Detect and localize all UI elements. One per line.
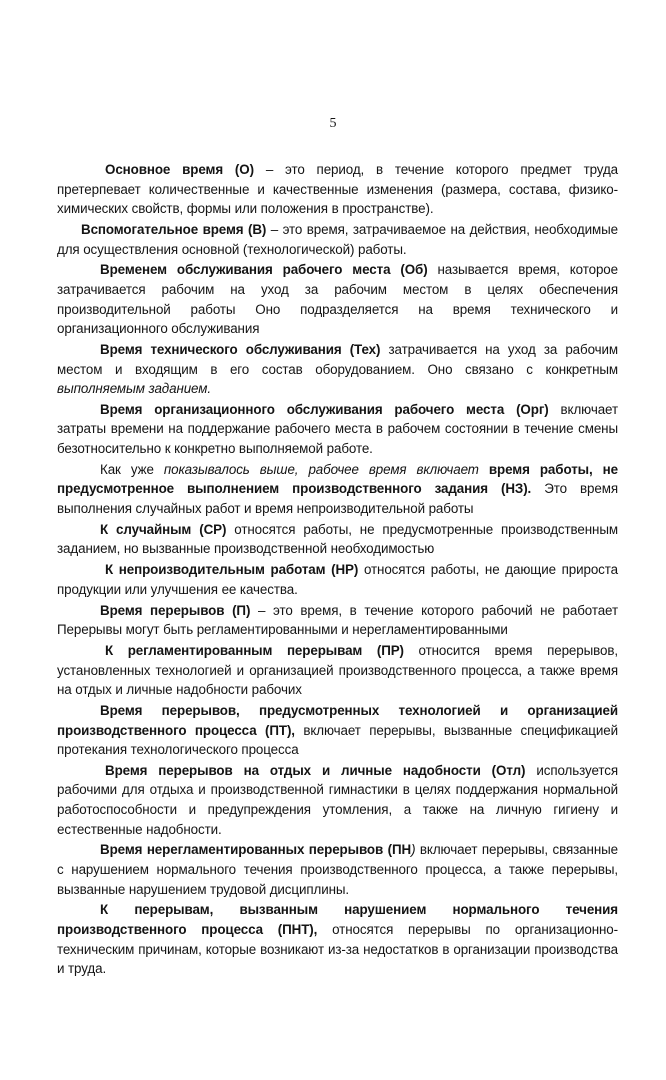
paragraph-unplanned-work xyxy=(57,460,618,519)
term-unproductive-work: К непроизводительным работам (НР) xyxy=(105,562,359,578)
definition-random-work: относятся работы, не предусмотренные производственным заданием, но вызванные производственной необходимостью xyxy=(57,521,618,557)
definition-technical-service-italic: выполняемым заданием. xyxy=(57,381,211,397)
paragraph-rest-breaks xyxy=(57,761,618,839)
definition-technical-service: затрачивается на уход за рабочим местом и входящим в его состав оборудованием. Оно связано с конкретным xyxy=(57,341,618,377)
paragraph-regulated-breaks xyxy=(57,641,618,700)
paragraph-auxiliary-time xyxy=(57,220,618,259)
paragraph-organizational-service xyxy=(57,400,618,459)
definition-process-disruption-breaks: относятся перерывы по организационно-техническим причинам, которые возникают из-за недостатков в организации производства и труда. xyxy=(57,922,619,977)
term-workplace-service: Временем обслуживания рабочего места (Об) xyxy=(100,262,428,278)
term-break-time: Время перерывов (П) xyxy=(100,602,251,618)
definition-rest-breaks: используется рабочими для отдыха и производственной гимнастики в целях поддержания нормальной работоспособности и предупреждения утомления, а также на личную гигиену и естественные надобности. xyxy=(57,762,618,837)
term-process-disruption-breaks: К перерывам, вызванным нарушением нормального течения производственного процесса (ПНТ), xyxy=(57,902,618,937)
term-organizational-service: Время организационного обслуживания рабочего места (Орг) xyxy=(100,401,549,417)
paragraph-technology-breaks xyxy=(57,701,618,760)
paragraph-random-work xyxy=(57,520,618,559)
term-unplanned-work: время работы, не предусмотренное выполнением производственного задания (НЗ). xyxy=(57,461,618,497)
term-main-time: Основное время (О) xyxy=(105,162,254,177)
definition-main-time: – это период, в течение которого предмет труда претерпевает количественные и качественные изменения (размера, состава, физико-химических свойств, формы или положения в пространстве). xyxy=(57,162,619,217)
definition-unregulated-breaks: включает перерывы, связанные с нарушением нормального течения производственного процесса, а также перерывы, вызванные нарушением трудовой дисциплины. xyxy=(57,842,618,897)
definition-regulated-breaks: относится время перерывов, установленных технологией и организацией производственного процесса, а также время на отдых и личные надобности рабочих xyxy=(57,642,618,698)
term-auxiliary-time: Вспомогательное время (В) xyxy=(81,221,267,237)
page-number: 5 xyxy=(329,116,337,131)
term-rest-breaks: Время перерывов на отдых и личные надобности (Отл) xyxy=(105,762,526,778)
paragraph-unproductive-work xyxy=(57,560,618,599)
definition-auxiliary-time: – это время, затрачиваемое на действия, необходимые для осуществления основной (технологической) работы. xyxy=(57,221,619,257)
term-regulated-breaks: К регламентированным перерывам (ПР) xyxy=(105,642,404,658)
definition-organizational-service: включает затраты времени на поддержание рабочего места в рабочем состоянии в течение смены безотносительно к конкретно выполняемой работе. xyxy=(57,401,618,457)
term-technology-breaks: Время перерывов, предусмотренных технологией и организацией производственного процесса (ПТ), xyxy=(57,702,618,738)
paragraph-main-time xyxy=(57,160,618,219)
intro-unplanned-work-italic: показывалось выше, рабочее время включает xyxy=(163,461,489,477)
document-body xyxy=(57,160,618,980)
term-unregulated-breaks-italic: ) xyxy=(411,842,416,858)
term-random-work: К случайным (СР) xyxy=(100,521,227,537)
definition-workplace-service: называется время, которое затрачивается рабочим на уход за рабочим местом в целях обеспечения производительной работы Оно подразделяется на время технического и организационного обслуживания xyxy=(57,262,618,337)
paragraph-process-disruption-breaks xyxy=(57,900,618,978)
intro-unplanned-work: Как уже xyxy=(100,461,164,477)
definition-unproductive-work: относятся работы, не дающие прироста продукции или улучшения ее качества. xyxy=(57,562,619,597)
definition-break-time: – это время, в течение которого рабочий не работает Перерывы могут быть регламентированными и нерегламентированными xyxy=(57,602,618,638)
paragraph-break-time xyxy=(57,601,618,640)
definition-technology-breaks: включает перерывы, вызванные спецификацией протекания технологического процесса xyxy=(57,722,618,758)
term-unregulated-breaks: Время нерегламентированных перерывов (ПН xyxy=(100,842,412,858)
paragraph-technical-service xyxy=(57,340,618,399)
paragraph-unregulated-breaks xyxy=(57,840,618,899)
paragraph-workplace-service xyxy=(57,260,618,338)
term-technical-service: Время технического обслуживания (Тех) xyxy=(100,341,381,357)
definition-unplanned-work: Это время выполнения случайных работ и время непроизводительной работы xyxy=(57,481,618,517)
